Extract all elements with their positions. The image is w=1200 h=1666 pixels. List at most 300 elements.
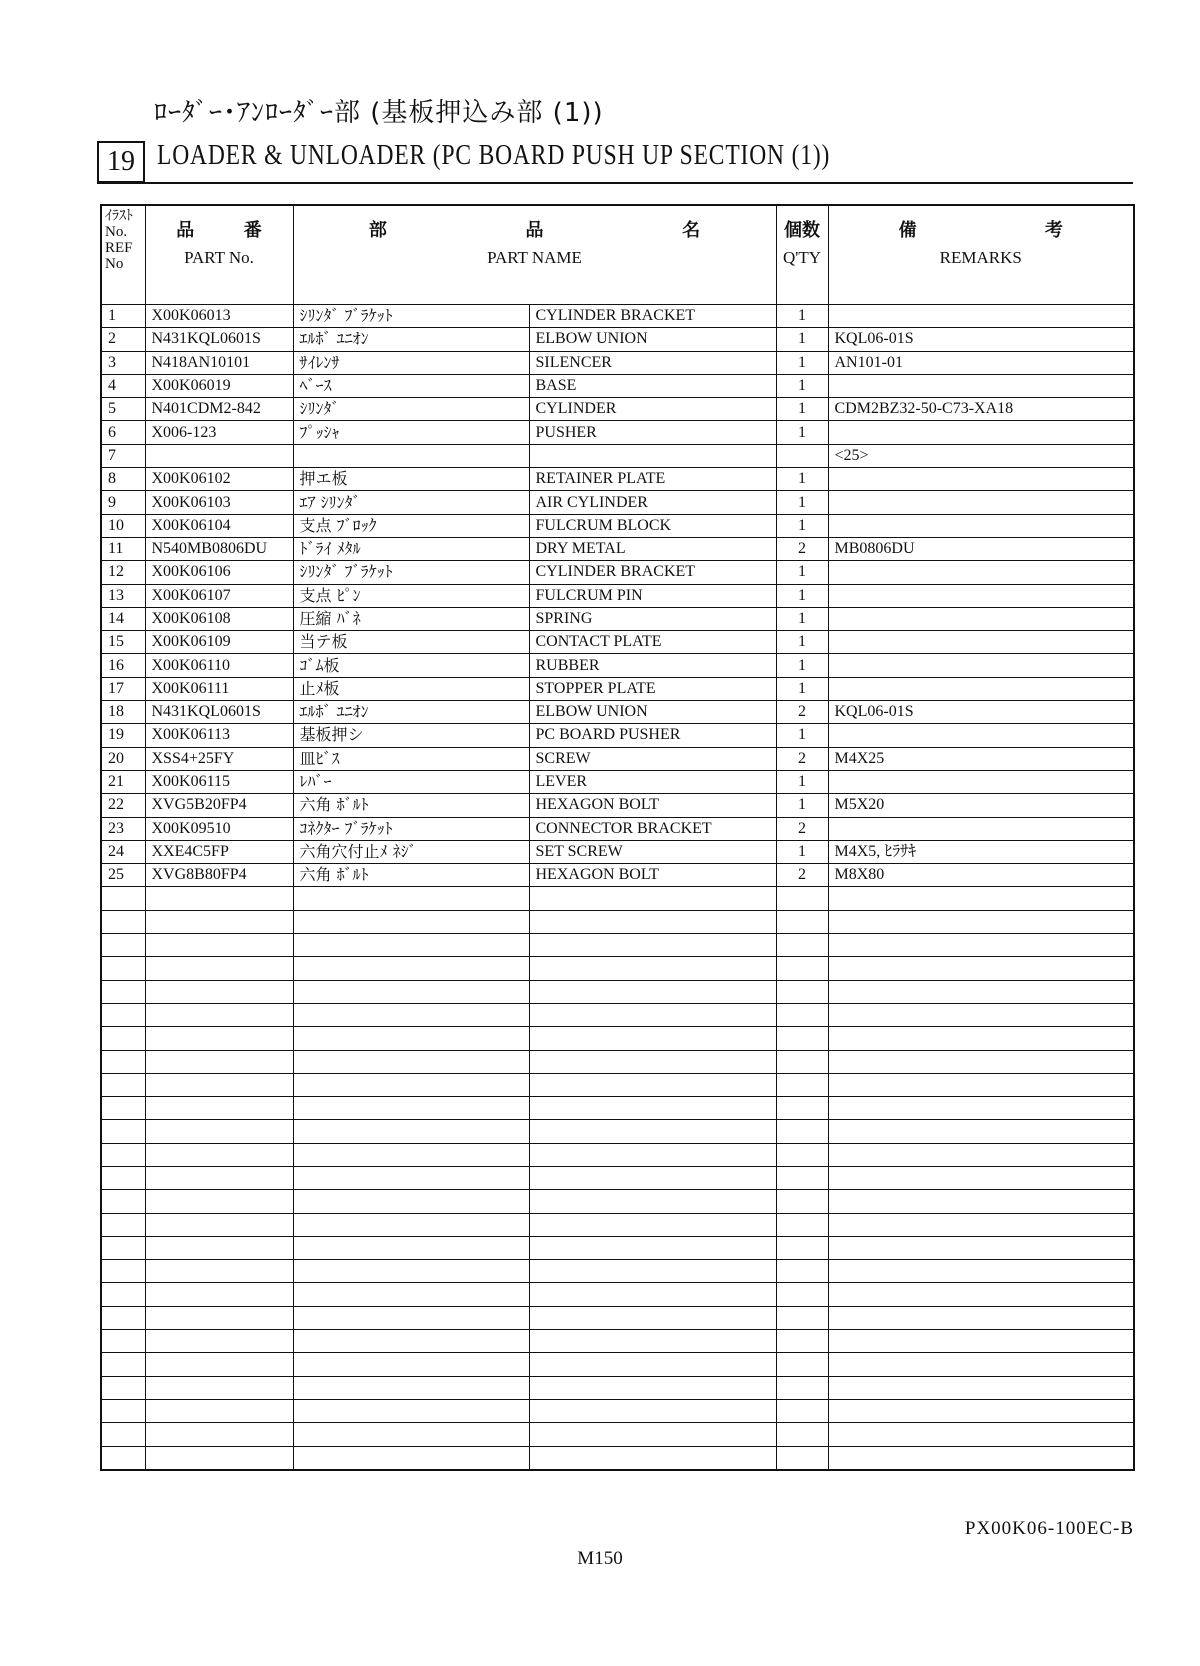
ref-cell (101, 1423, 145, 1446)
part-no-cell (145, 1143, 293, 1166)
ref-cell: 4 (101, 374, 145, 397)
table-row (101, 817, 1134, 840)
ref-cell (101, 1003, 145, 1026)
part-name-jp-cell (293, 1190, 529, 1213)
part-name-jp-cell: ｼﾘﾝﾀﾞ (293, 398, 529, 421)
qty-cell (776, 444, 828, 467)
remarks-cell: M4X5, ﾋﾗｻｷ (828, 840, 1134, 863)
part-no-cell (145, 1353, 293, 1376)
part-name-en-cell: PC BOARD PUSHER (529, 724, 776, 747)
remarks-cell (828, 1143, 1134, 1166)
part-name-en-cell (529, 910, 776, 933)
part-no-cell (145, 1050, 293, 1073)
title-row (97, 138, 1133, 184)
remarks-cell (828, 514, 1134, 537)
part-name-en-cell (529, 1260, 776, 1283)
col-header-qty-en: Q'TY (782, 248, 821, 267)
part-name-en-cell (529, 1003, 776, 1026)
part-no-cell (145, 1166, 293, 1189)
ref-cell (101, 1376, 145, 1399)
part-name-jp-cell (293, 1050, 529, 1073)
qty-cell: 1 (776, 770, 828, 793)
remarks-cell (828, 1213, 1134, 1236)
table-row (101, 305, 1134, 328)
part-no-cell: X00K06115 (145, 770, 293, 793)
table-row (101, 1399, 1134, 1422)
qty-cell: 1 (776, 421, 828, 444)
part-name-jp-cell: 押エ板 (293, 468, 529, 491)
part-no-cell: X00K06013 (145, 305, 293, 328)
col-header-part-no-jp (152, 216, 287, 242)
part-name-en-cell (529, 1376, 776, 1399)
part-name-en-cell: CYLINDER BRACKET (529, 305, 776, 328)
part-name-jp-cell (293, 1353, 529, 1376)
table-row (101, 957, 1134, 980)
remarks-cell (828, 934, 1134, 957)
part-name-en-cell: PUSHER (529, 421, 776, 444)
part-no-cell: XVG5B20FP4 (145, 794, 293, 817)
part-no-cell: XSS4+25FY (145, 747, 293, 770)
table-row (101, 1213, 1134, 1236)
part-no-cell: N540MB0806DU (145, 537, 293, 560)
remarks-cell (828, 607, 1134, 630)
part-no-cell: X00K06109 (145, 631, 293, 654)
qty-cell: 2 (776, 747, 828, 770)
part-name-en-cell: FULCRUM PIN (529, 584, 776, 607)
remarks-cell (828, 468, 1134, 491)
part-name-jp-cell (293, 1120, 529, 1143)
remarks-cell (828, 1376, 1134, 1399)
part-name-jp-cell (293, 444, 529, 467)
remarks-cell: M5X20 (828, 794, 1134, 817)
ref-cell (101, 1213, 145, 1236)
part-name-en-cell (529, 1143, 776, 1166)
part-no-cell (145, 1306, 293, 1329)
remarks-cell (828, 1423, 1134, 1446)
col-header-ref-no2: No (105, 256, 124, 272)
part-no-cell (145, 1330, 293, 1353)
qty-cell (776, 957, 828, 980)
part-no-cell: X00K06103 (145, 491, 293, 514)
table-row (101, 491, 1134, 514)
remarks-cell (828, 1120, 1134, 1143)
section-number: 19 (97, 141, 145, 183)
remarks-cell: M8X80 (828, 864, 1134, 887)
qty-cell: 2 (776, 864, 828, 887)
table-row (101, 654, 1134, 677)
part-name-en-cell: SILENCER (529, 351, 776, 374)
ref-cell: 14 (101, 607, 145, 630)
ref-cell (101, 1073, 145, 1096)
qty-cell (776, 887, 828, 910)
table-row (101, 864, 1134, 887)
ref-cell (101, 957, 145, 980)
remarks-cell (828, 1353, 1134, 1376)
part-name-jp-cell: ﾚﾊﾞｰ (293, 770, 529, 793)
part-name-en-cell (529, 957, 776, 980)
ref-cell (101, 1353, 145, 1376)
table-row (101, 910, 1134, 933)
part-name-en-cell (529, 1073, 776, 1096)
remarks-cell (828, 1446, 1134, 1470)
part-no-cell (145, 1190, 293, 1213)
ref-cell (101, 1283, 145, 1306)
remarks-cell (828, 374, 1134, 397)
qty-cell (776, 1376, 828, 1399)
part-name-jp-cell: ｺﾞﾑ板 (293, 654, 529, 677)
table-row (101, 1003, 1134, 1026)
ref-cell: 5 (101, 398, 145, 421)
remarks-cell (828, 1306, 1134, 1329)
part-name-jp-cell (293, 1003, 529, 1026)
col-header-remarks-en: REMARKS (939, 248, 1022, 267)
ref-cell: 12 (101, 561, 145, 584)
table-row (101, 1283, 1134, 1306)
part-no-cell (145, 1260, 293, 1283)
ref-cell (101, 1330, 145, 1353)
table-row (101, 770, 1134, 793)
qty-cell (776, 1027, 828, 1050)
table-row (101, 701, 1134, 724)
part-name-jp-cell (293, 980, 529, 1003)
part-no-cell: N401CDM2-842 (145, 398, 293, 421)
part-no-cell (145, 1213, 293, 1236)
qty-cell (776, 1120, 828, 1143)
part-name-en-cell (529, 1399, 776, 1422)
part-no-jp-1: 品 (176, 220, 195, 241)
table-row (101, 980, 1134, 1003)
part-name-jp-cell (293, 1399, 529, 1422)
part-name-en-cell (529, 1306, 776, 1329)
part-name-jp-cell (293, 1446, 529, 1470)
ref-cell: 25 (101, 864, 145, 887)
part-no-cell: XXE4C5FP (145, 840, 293, 863)
qty-cell (776, 1166, 828, 1189)
qty-cell (776, 1003, 828, 1026)
part-no-cell: N431KQL0601S (145, 328, 293, 351)
qty-cell (776, 1330, 828, 1353)
remarks-cell (828, 1050, 1134, 1073)
part-no-cell: X00K06102 (145, 468, 293, 491)
qty-cell: 2 (776, 817, 828, 840)
part-no-cell: X00K06106 (145, 561, 293, 584)
remarks-cell (828, 1236, 1134, 1259)
part-no-cell (145, 1376, 293, 1399)
qty-cell: 2 (776, 537, 828, 560)
part-name-jp-cell: ｼﾘﾝﾀﾞ ﾌﾞﾗｹｯﾄ (293, 305, 529, 328)
table-row (101, 444, 1134, 467)
part-name-jp-cell: ｺﾈｸﾀｰ ﾌﾞﾗｹｯﾄ (293, 817, 529, 840)
part-name-jp-cell: ﾍﾞｰｽ (293, 374, 529, 397)
qty-cell (776, 1097, 828, 1120)
part-name-jp-cell (293, 1027, 529, 1050)
col-header-part-name (293, 205, 776, 305)
table-row (101, 374, 1134, 397)
qty-cell: 1 (776, 468, 828, 491)
qty-cell: 1 (776, 398, 828, 421)
part-name-en-cell: HEXAGON BOLT (529, 794, 776, 817)
part-name-en-cell: FULCRUM BLOCK (529, 514, 776, 537)
part-name-jp-cell: ｴｱ ｼﾘﾝﾀﾞ (293, 491, 529, 514)
ref-cell: 20 (101, 747, 145, 770)
part-no-jp-2: 番 (243, 220, 262, 241)
col-header-part-no-en: PART No. (184, 248, 254, 267)
part-name-en-cell (529, 1097, 776, 1120)
table-row (101, 351, 1134, 374)
table-row (101, 934, 1134, 957)
col-header-qty (776, 205, 828, 305)
table-row (101, 1236, 1134, 1259)
qty-cell: 1 (776, 374, 828, 397)
part-name-en-cell: BASE (529, 374, 776, 397)
remarks-cell (828, 980, 1134, 1003)
part-name-en-cell: SET SCREW (529, 840, 776, 863)
remarks-cell (828, 584, 1134, 607)
part-no-cell: X00K06019 (145, 374, 293, 397)
table-row (101, 677, 1134, 700)
remarks-cell (828, 770, 1134, 793)
remarks-jp-2: 考 (1044, 220, 1063, 241)
table-row (101, 1166, 1134, 1189)
ref-cell: 11 (101, 537, 145, 560)
table-row (101, 1143, 1134, 1166)
part-name-en-cell: STOPPER PLATE (529, 677, 776, 700)
ref-cell (101, 1446, 145, 1470)
table-row (101, 1097, 1134, 1120)
remarks-cell (828, 561, 1134, 584)
ref-cell: 9 (101, 491, 145, 514)
ref-cell: 13 (101, 584, 145, 607)
part-no-cell (145, 910, 293, 933)
part-name-jp-cell: 止ﾒ板 (293, 677, 529, 700)
col-header-part-no (145, 205, 293, 305)
qty-cell (776, 910, 828, 933)
ref-cell (101, 910, 145, 933)
part-name-jp-1: 部 (368, 220, 387, 241)
table-row (101, 631, 1134, 654)
parts-table-body (101, 305, 1134, 1470)
ref-cell: 3 (101, 351, 145, 374)
part-no-cell (145, 1027, 293, 1050)
ref-cell: 16 (101, 654, 145, 677)
part-name-en-cell: RUBBER (529, 654, 776, 677)
part-no-cell (145, 444, 293, 467)
part-no-cell (145, 957, 293, 980)
qty-cell (776, 980, 828, 1003)
ref-cell (101, 980, 145, 1003)
qty-cell (776, 1423, 828, 1446)
part-name-en-cell: SCREW (529, 747, 776, 770)
qty-cell: 1 (776, 724, 828, 747)
part-name-en-cell (529, 1213, 776, 1236)
part-name-en-cell: RETAINER PLATE (529, 468, 776, 491)
table-row (101, 1120, 1134, 1143)
ref-cell (101, 1097, 145, 1120)
part-no-cell: X00K06104 (145, 514, 293, 537)
part-no-cell (145, 1097, 293, 1120)
part-no-cell (145, 1120, 293, 1143)
part-name-jp-cell: ｻｲﾚﾝｻ (293, 351, 529, 374)
qty-cell (776, 934, 828, 957)
table-row (101, 1330, 1134, 1353)
table-row (101, 794, 1134, 817)
qty-cell: 1 (776, 561, 828, 584)
table-row (101, 840, 1134, 863)
part-no-cell: X00K06110 (145, 654, 293, 677)
ref-cell: 7 (101, 444, 145, 467)
part-no-cell: X00K06113 (145, 724, 293, 747)
part-name-en-cell (529, 1166, 776, 1189)
qty-cell (776, 1283, 828, 1306)
part-no-cell: X00K06108 (145, 607, 293, 630)
remarks-cell (828, 1003, 1134, 1026)
ref-cell: 8 (101, 468, 145, 491)
part-name-jp-cell: 六角穴付止ﾒ ﾈｼﾞ (293, 840, 529, 863)
qty-cell: 1 (776, 840, 828, 863)
part-name-jp-cell (293, 957, 529, 980)
part-name-en-cell (529, 980, 776, 1003)
part-name-en-cell: CYLINDER (529, 398, 776, 421)
part-name-en-cell: ELBOW UNION (529, 701, 776, 724)
part-no-cell (145, 1399, 293, 1422)
remarks-cell: MB0806DU (828, 537, 1134, 560)
part-name-jp-cell: ｼﾘﾝﾀﾞ ﾌﾞﾗｹｯﾄ (293, 561, 529, 584)
part-name-en-cell (529, 1353, 776, 1376)
remarks-cell: M4X25 (828, 747, 1134, 770)
part-name-en-cell: AIR CYLINDER (529, 491, 776, 514)
col-header-ref (101, 205, 145, 305)
ref-cell (101, 1166, 145, 1189)
qty-cell: 1 (776, 654, 828, 677)
part-name-jp-cell (293, 1213, 529, 1236)
part-name-en-cell (529, 1190, 776, 1213)
ref-cell (101, 1050, 145, 1073)
ref-cell: 6 (101, 421, 145, 444)
part-name-jp-cell (293, 1236, 529, 1259)
qty-cell (776, 1260, 828, 1283)
remarks-cell (828, 677, 1134, 700)
ref-cell: 24 (101, 840, 145, 863)
table-header-row (101, 205, 1134, 305)
part-name-en-cell (529, 1050, 776, 1073)
table-row (101, 1446, 1134, 1470)
part-name-jp-cell (293, 1423, 529, 1446)
part-name-jp-2: 品 (525, 220, 544, 241)
remarks-cell (828, 1166, 1134, 1189)
qty-cell (776, 1353, 828, 1376)
remarks-cell (828, 305, 1134, 328)
remarks-cell (828, 817, 1134, 840)
ref-cell (101, 1120, 145, 1143)
part-name-jp-cell: 当テ板 (293, 631, 529, 654)
part-name-en-cell (529, 1120, 776, 1143)
part-name-jp-cell: 支点 ﾋﾟﾝ (293, 584, 529, 607)
part-name-jp-cell (293, 1330, 529, 1353)
document-code: PX00K06-100EC-B (964, 1518, 1134, 1539)
part-name-en-cell (529, 1446, 776, 1470)
part-name-en-cell: CONNECTOR BRACKET (529, 817, 776, 840)
qty-cell (776, 1143, 828, 1166)
part-no-cell: X00K09510 (145, 817, 293, 840)
part-name-jp-cell (293, 910, 529, 933)
part-name-jp-3: 名 (682, 220, 701, 241)
table-row (101, 584, 1134, 607)
page-title-jp: ﾛｰﾀﾞｰ･ｱﾝﾛｰﾀﾞｰ部 (基板押込み部 (1)) (154, 98, 604, 128)
remarks-cell (828, 1260, 1134, 1283)
qty-cell: 1 (776, 514, 828, 537)
part-name-en-cell (529, 444, 776, 467)
ref-cell (101, 1236, 145, 1259)
part-name-en-cell: DRY METAL (529, 537, 776, 560)
qty-cell: 1 (776, 584, 828, 607)
table-row (101, 398, 1134, 421)
part-name-en-cell (529, 1330, 776, 1353)
part-name-en-cell (529, 934, 776, 957)
table-row (101, 468, 1134, 491)
part-no-cell (145, 1236, 293, 1259)
qty-cell: 1 (776, 794, 828, 817)
remarks-cell (828, 491, 1134, 514)
ref-cell (101, 1027, 145, 1050)
page-title-en: LOADER & UNLOADER (PC BOARD PUSH UP SECTION (1)) (157, 140, 831, 171)
part-no-cell (145, 1446, 293, 1470)
remarks-cell (828, 957, 1134, 980)
part-no-cell: XVG8B80FP4 (145, 864, 293, 887)
table-row (101, 1027, 1134, 1050)
remarks-cell (828, 421, 1134, 444)
col-header-remarks (828, 205, 1134, 305)
qty-cell: 1 (776, 305, 828, 328)
col-header-ref-no: No. (105, 224, 128, 240)
part-name-jp-cell (293, 887, 529, 910)
ref-cell (101, 1399, 145, 1422)
part-name-en-cell (529, 1027, 776, 1050)
qty-cell (776, 1050, 828, 1073)
table-row (101, 561, 1134, 584)
qty-cell (776, 1236, 828, 1259)
ref-cell: 15 (101, 631, 145, 654)
remarks-cell: KQL06-01S (828, 701, 1134, 724)
table-row (101, 328, 1134, 351)
part-no-cell: X00K06111 (145, 677, 293, 700)
part-no-cell (145, 934, 293, 957)
part-name-jp-cell (293, 1260, 529, 1283)
qty-cell: 1 (776, 328, 828, 351)
part-name-en-cell: SPRING (529, 607, 776, 630)
remarks-cell (828, 631, 1134, 654)
table-row (101, 1050, 1134, 1073)
part-name-jp-cell: 六角 ﾎﾞﾙﾄ (293, 794, 529, 817)
table-row (101, 1423, 1134, 1446)
part-no-cell (145, 887, 293, 910)
part-name-jp-cell (293, 1097, 529, 1120)
part-name-en-cell: CONTACT PLATE (529, 631, 776, 654)
ref-cell (101, 1143, 145, 1166)
ref-cell (101, 1260, 145, 1283)
part-name-en-cell: ELBOW UNION (529, 328, 776, 351)
part-name-jp-cell: ｴﾙﾎﾞ ﾕﾆｵﾝ (293, 701, 529, 724)
ref-cell (101, 934, 145, 957)
qty-cell (776, 1190, 828, 1213)
ref-cell: 21 (101, 770, 145, 793)
remarks-cell (828, 1399, 1134, 1422)
table-row (101, 724, 1134, 747)
qty-cell: 1 (776, 631, 828, 654)
remarks-cell (828, 910, 1134, 933)
ref-cell (101, 887, 145, 910)
table-row (101, 1190, 1134, 1213)
remarks-cell: <25> (828, 444, 1134, 467)
